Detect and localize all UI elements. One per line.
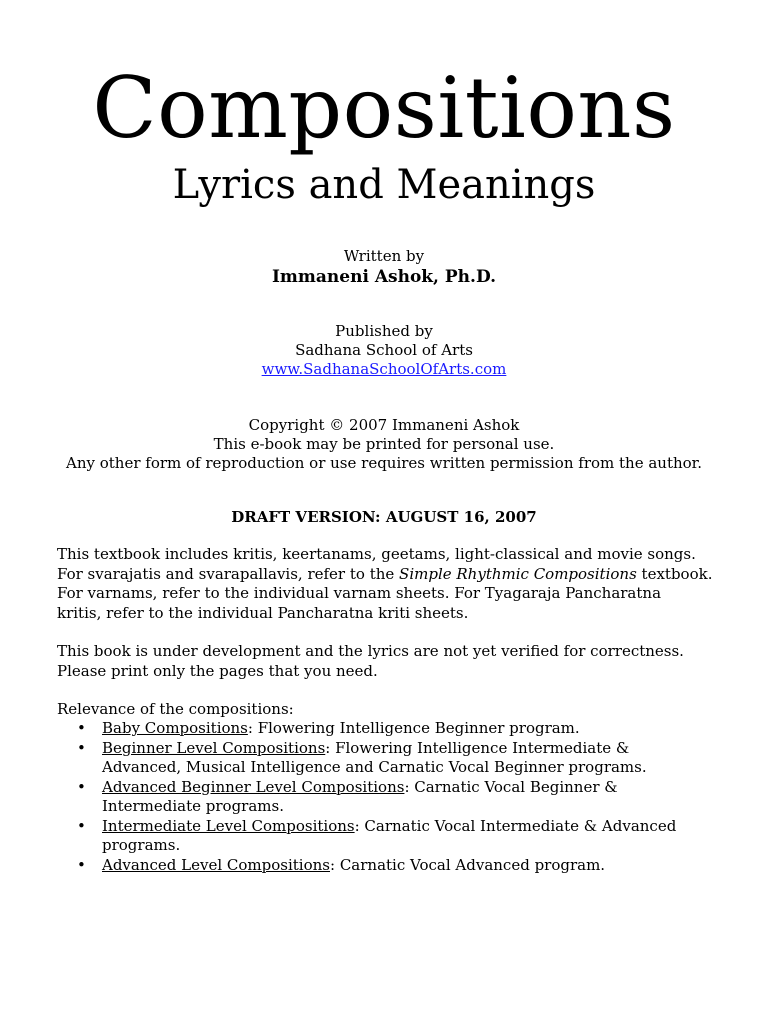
reproduction-notice-line: Any other form of reproduction or use requires written permission from the author. xyxy=(66,454,702,472)
copyright-block xyxy=(0,416,768,473)
document-subtitle: Lyrics and Meanings xyxy=(172,162,596,208)
written-by-label: Written by xyxy=(343,247,425,265)
list-item: • Advanced Level Compositions: Carnatic Vocal Advanced program. xyxy=(77,855,606,874)
publisher-block xyxy=(0,322,768,379)
advanced-level-compositions-link[interactable]: Advanced Level Compositions xyxy=(102,855,330,874)
bullet-icon: • xyxy=(77,816,86,835)
relevance-list xyxy=(57,719,747,875)
copyright-line: Copyright © 2007 Immaneni Ashok xyxy=(248,416,520,434)
published-by-label: Published by xyxy=(335,322,433,340)
bullet-icon: • xyxy=(77,855,86,874)
author-name: Immaneni Ashok, Ph.D. xyxy=(271,267,497,287)
bullet-icon: • xyxy=(77,738,86,757)
document-title: Compositions xyxy=(92,59,676,157)
list-item: • Intermediate Level Compositions: Carnatic Vocal Intermediate & Advanced programs. xyxy=(77,816,677,854)
draft-version-heading: DRAFT VERSION: AUGUST 16, 2007 xyxy=(231,508,537,526)
bullet-icon: • xyxy=(77,719,86,737)
list-item: • Baby Compositions: Flowering Intelligence Beginner program. xyxy=(77,719,580,737)
print-permission-line: This e-book may be printed for personal use. xyxy=(213,435,555,453)
list-item: • Beginner Level Compositions: Flowering Intelligence Intermediate & Advanced, Musical Intelligence and Carnatic Vocal Beginner programs. xyxy=(77,738,647,776)
intermediate-level-compositions-link[interactable]: Intermediate Level Compositions xyxy=(102,816,355,835)
publisher-website-link[interactable]: www.SadhanaSchoolOfArts.com xyxy=(261,360,507,378)
development-notice-paragraph xyxy=(57,642,747,681)
paragraph-line: This textbook includes kritis, keertanams, geetams, light-classical and movie songs. xyxy=(57,545,696,563)
list-item: • Advanced Beginner Level Compositions: Carnatic Vocal Beginner & Intermediate programs. xyxy=(77,777,618,815)
paragraph-line: kritis, refer to the individual Pancharatna kriti sheets. xyxy=(57,603,469,622)
book-title-italic: Simple Rhythmic Compositions xyxy=(399,564,637,583)
paragraph-line: For svarajatis and svarapallavis, refer to the Simple Rhythmic Compositions textbook. xyxy=(57,564,713,583)
advanced-beginner-level-compositions-link[interactable]: Advanced Beginner Level Compositions xyxy=(102,777,405,796)
beginner-level-compositions-link[interactable]: Beginner Level Compositions xyxy=(102,738,326,757)
paragraph-line: This book is under development and the lyrics are not yet verified for correctness. xyxy=(57,642,684,660)
baby-compositions-link[interactable]: Baby Compositions xyxy=(102,719,248,737)
paragraph-line: For varnams, refer to the individual varnam sheets. For Tyagaraja Pancharatna xyxy=(57,584,662,602)
relevance-label: Relevance of the compositions: xyxy=(57,700,294,718)
intro-paragraph xyxy=(57,545,747,623)
publisher-name: Sadhana School of Arts xyxy=(295,341,473,359)
bullet-icon: • xyxy=(77,777,86,796)
paragraph-line: Please print only the pages that you need. xyxy=(57,661,378,680)
